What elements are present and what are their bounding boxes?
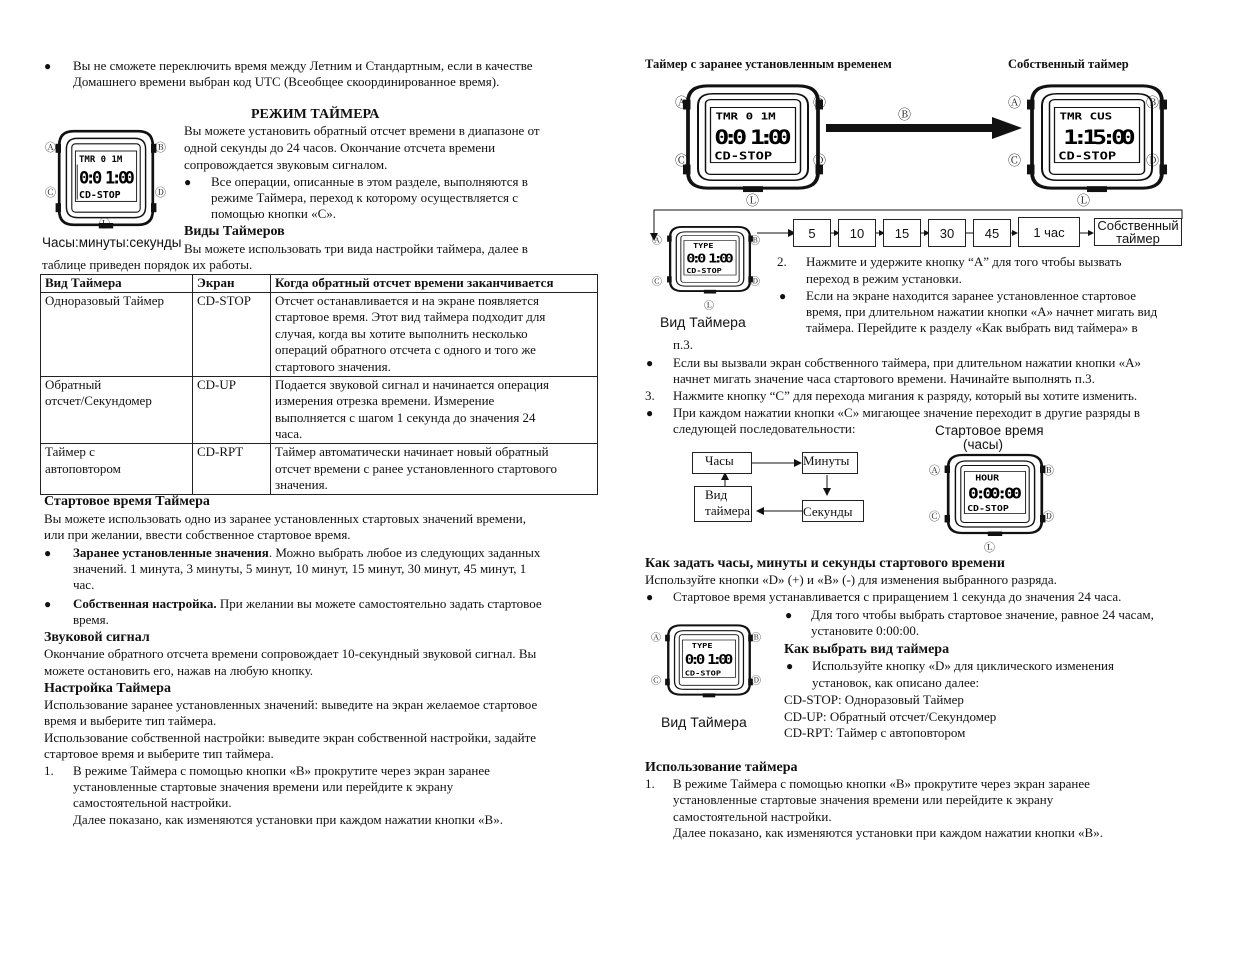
bullet-a-1: Если на экране находится заранее установленное стартовое bbox=[806, 288, 1137, 303]
table-cell: Одноразовый Таймер bbox=[41, 292, 193, 376]
watch-lcd-bottom: CD-STOP bbox=[79, 189, 121, 201]
cycle-minutes: Минуты bbox=[802, 452, 858, 474]
choose-type-caption: Вид Таймера bbox=[661, 714, 747, 730]
choose-item-3: CD-RPT: Таймер с автоповтором bbox=[784, 725, 966, 740]
button-c-label: Ⓒ bbox=[675, 153, 689, 168]
bullet-a-end: п.3. bbox=[673, 337, 693, 352]
transition-arrow bbox=[826, 116, 1022, 140]
step3-text: Нажмите кнопку “С” для перехода мигания к разряду, который вы хотите изменить. bbox=[673, 388, 1138, 403]
setup-text-1: Использование заранее установленных значений: выведите на экран желаемое стартовое bbox=[44, 697, 538, 712]
button-d-label: Ⓓ bbox=[813, 153, 827, 168]
table-cell: CD-RPT bbox=[193, 443, 271, 494]
start-time-caption-1: Стартовое время bbox=[935, 423, 1044, 438]
button-d-label: Ⓓ bbox=[750, 277, 760, 288]
table-cell: Таймер с автоповтором bbox=[41, 443, 193, 494]
button-c-label: Ⓒ bbox=[652, 277, 662, 288]
bullet-b-1: Если вы вызвали экран собственного таймера, при длительном нажатии кнопки «А» bbox=[673, 355, 1142, 370]
step1-text-1: В режиме Таймера с помощью кнопки «В» прокрутите через экран заранее bbox=[73, 763, 490, 778]
start-time-title: Стартовое время Таймера bbox=[44, 494, 210, 509]
own-line-1: Собственная настройка. При желании вы можете самостоятельно задать стартовое bbox=[73, 596, 542, 611]
button-l-label: Ⓛ bbox=[1077, 193, 1091, 208]
bullet-a-3: таймера. Перейдите к разделу «Как выбрать вид таймера» в bbox=[806, 320, 1138, 335]
svg-text:0:0 1:00: 0:0 1:00 bbox=[714, 126, 792, 150]
sequence-step: 45 bbox=[973, 219, 1011, 247]
button-d-label: Ⓓ bbox=[155, 187, 166, 199]
cycle-seconds: Секунды bbox=[802, 500, 864, 522]
sound-title: Звуковой сигнал bbox=[44, 630, 150, 645]
own-timer-label: Собственный таймер bbox=[1008, 57, 1129, 71]
preset-line-1: Заранее установленные значения. Можно выбрать любое из следующих заданных bbox=[73, 545, 541, 560]
choose-item-2: CD-UP: Обратный отсчет/Секундомер bbox=[784, 709, 997, 724]
bullet-dot: ● bbox=[646, 590, 654, 604]
step2-number: 2. bbox=[777, 254, 787, 269]
bullet-dot: ● bbox=[646, 356, 654, 370]
timer-type-watch bbox=[664, 222, 756, 296]
start-text-1: Вы можете использовать одно из заранее установленных стартовых значений времени, bbox=[44, 511, 526, 526]
types-text-1: Вы можете использовать три вида настройки таймера, далее в bbox=[184, 241, 528, 256]
bullet-c-1: При каждом нажатии кнопки «С» мигающее значение переходит в другие разряды в bbox=[673, 405, 1141, 420]
timer-types-table bbox=[40, 274, 598, 495]
button-a-label: Ⓐ bbox=[675, 95, 689, 110]
mode-text-2: одной секунды до 24 часов. Окончание отсчета времени bbox=[184, 140, 496, 155]
step3-number: 3. bbox=[645, 388, 655, 403]
svg-text:0:0 1:00: 0:0 1:00 bbox=[684, 653, 734, 668]
types-title: Виды Таймеров bbox=[184, 224, 285, 239]
timer-type-caption: Вид Таймера bbox=[660, 314, 746, 330]
button-b-label: Ⓑ bbox=[813, 95, 827, 110]
button-l-label: Ⓛ bbox=[984, 542, 995, 554]
preset-line-3: час. bbox=[73, 577, 95, 592]
choose-type-watch bbox=[662, 620, 756, 700]
bullet-dot: ● bbox=[44, 597, 52, 611]
use-text-3: самостоятельной настройки. bbox=[673, 809, 832, 824]
setup-text-2: время и выберите тип таймера. bbox=[44, 713, 217, 728]
button-c-label: Ⓒ bbox=[45, 187, 56, 199]
table-row bbox=[41, 443, 598, 494]
svg-text:HOUR: HOUR bbox=[975, 474, 1000, 484]
button-a-label: Ⓐ bbox=[1008, 95, 1022, 110]
types-text-2: таблице приведен порядок их работы. bbox=[42, 257, 253, 272]
bullet-dot: ● bbox=[184, 175, 192, 189]
choose-bullet-2: установок, как описано далее: bbox=[812, 675, 980, 690]
sequence-step: 15 bbox=[883, 219, 921, 247]
table-cell: Таймер автоматически начинает новый обратный отсчет времени с ранее установленного стартового значения. bbox=[271, 443, 598, 494]
preset-timer-watch bbox=[678, 78, 828, 196]
table-header-row bbox=[41, 275, 598, 293]
setup-text-3: Использование собственной настройки: выведите экран собственной настройки, задайте bbox=[44, 730, 537, 745]
sequence-step: 5 bbox=[793, 219, 831, 247]
table-cell: CD-STOP bbox=[193, 292, 271, 376]
mode-bullet-1: Все операции, описанные в этом разделе, выполняются в bbox=[211, 174, 528, 189]
table-row bbox=[41, 376, 598, 443]
table-cell: CD-UP bbox=[193, 376, 271, 443]
svg-text:0:0 1:00: 0:0 1:00 bbox=[686, 252, 734, 267]
preset-timer-label: Таймер с заранее установленным временем bbox=[645, 57, 892, 71]
step2-text-2: переход в режим установки. bbox=[806, 271, 962, 286]
step2-text-1: Нажмите и удержите кнопку “А” для того чтобы вызвать bbox=[806, 254, 1122, 269]
button-d-label: Ⓓ bbox=[1146, 153, 1160, 168]
svg-text:CD-STOP: CD-STOP bbox=[686, 266, 722, 275]
how-title: Как задать часы, минуты и секунды стартового времени bbox=[645, 556, 1005, 571]
start-hour-watch bbox=[941, 449, 1049, 539]
bullet-c-2: следующей последовательности: bbox=[673, 421, 856, 436]
own-timer-box: Собственный таймер bbox=[1094, 218, 1182, 246]
button-b-label: Ⓑ bbox=[1043, 465, 1054, 477]
choose-item-1: CD-STOP: Одноразовый Таймер bbox=[784, 692, 964, 707]
button-l-label: Ⓛ bbox=[99, 218, 110, 230]
svg-text:TYPE: TYPE bbox=[691, 641, 713, 650]
use-number: 1. bbox=[645, 776, 655, 791]
setup-text-4: стартовое время и выберите тип таймера. bbox=[44, 746, 274, 761]
table-cell: Подается звуковой сигнал и начинается операция измерения отрезка времени. Измерение выполняется с шагом 1 секунда до значения 24 часа. bbox=[271, 376, 598, 443]
bullet-a-2: время, при длительном нажатии кнопки «А» начнет мигать вид bbox=[806, 304, 1158, 319]
svg-text:1:15:00: 1:15:00 bbox=[1063, 126, 1136, 150]
preset-line-2: значений. 1 минута, 3 минуты, 5 минут, 10 минут, 15 минут, 30 минут, 45 минут, 1 bbox=[73, 561, 527, 576]
use-title: Использование таймера bbox=[645, 760, 798, 775]
bullet-b-2: начнет мигать значение часа стартового времени. Начинайте выполнять п.3. bbox=[673, 371, 1095, 386]
setup-title: Настройка Таймера bbox=[44, 681, 171, 696]
table-header: Вид Таймера bbox=[41, 275, 193, 293]
arrow-button-b: Ⓑ bbox=[898, 107, 912, 122]
button-a-label: Ⓐ bbox=[652, 236, 662, 247]
how-bullet: Стартовое время устанавливается с приращением 1 секунда до значения 24 часа. bbox=[673, 589, 1122, 604]
mode-text-3: сопровождается звуковым сигналом. bbox=[184, 157, 388, 172]
timer-mode-title: РЕЖИМ ТАЙМЕРА bbox=[251, 107, 380, 122]
svg-text:TYPE: TYPE bbox=[693, 241, 714, 250]
button-a-label: Ⓐ bbox=[651, 633, 661, 644]
bullet-dot: ● bbox=[785, 608, 793, 622]
svg-text:TMR 0 1M: TMR 0 1M bbox=[715, 110, 776, 122]
button-c-label: Ⓒ bbox=[1008, 153, 1022, 168]
start-text-2: или при желании, ввести собственное стартовое время. bbox=[44, 527, 351, 542]
bullet-dot: ● bbox=[646, 406, 654, 420]
choose-bullet-1: Используйте кнопку «D» для циклического изменения bbox=[812, 658, 1114, 673]
sequence-step: 30 bbox=[928, 219, 966, 247]
cycle-timer-type: Вид таймера bbox=[694, 486, 752, 522]
use-text-4: Далее показано, как изменяются установки при каждом нажатии кнопки «В». bbox=[673, 825, 1103, 840]
watch-lcd-top: TMR 0 1M bbox=[79, 154, 123, 165]
bullet-dot: ● bbox=[44, 59, 52, 73]
step1-text-4: Далее показано, как изменяются установки при каждом нажатии кнопки «В». bbox=[73, 812, 503, 827]
table-row bbox=[41, 292, 598, 376]
svg-text:CD-STOP: CD-STOP bbox=[1058, 149, 1117, 163]
button-b-label: Ⓑ bbox=[155, 142, 166, 154]
svg-text:0:00:00: 0:00:00 bbox=[968, 484, 1022, 503]
intro-bullet-line-2: Домашнего времени выбран код UTC (Всеобщее скоординированное время). bbox=[73, 74, 500, 89]
choose-title: Как выбрать вид таймера bbox=[784, 642, 950, 657]
how-text: Используйте кнопки «D» (+) и «В» (-) для изменения выбранного разряда. bbox=[645, 572, 1057, 587]
start-time-caption-2: (часы) bbox=[963, 437, 1003, 452]
svg-text:CD-STOP: CD-STOP bbox=[967, 504, 1009, 514]
table-cell: Обратный отсчет/Секундомер bbox=[41, 376, 193, 443]
button-d-label: Ⓓ bbox=[751, 676, 761, 687]
step1-number: 1. bbox=[44, 763, 54, 778]
intro-bullet-line-1: Вы не сможете переключить время между Летним и Стандартным, если в качестве bbox=[73, 58, 533, 73]
use-text-2: установленные стартовые значения времени или перейдите к экрану bbox=[673, 792, 1054, 807]
own-line-2: время. bbox=[73, 612, 109, 627]
button-l-label: Ⓛ bbox=[746, 193, 760, 208]
button-b-label: Ⓑ bbox=[1146, 95, 1160, 110]
sequence-step: 1 час bbox=[1018, 217, 1080, 247]
button-a-label: Ⓐ bbox=[929, 465, 940, 477]
table-header: Экран bbox=[193, 275, 271, 293]
watch-lcd-main: 0:0 1:00 bbox=[79, 168, 135, 189]
watch-caption: Часы:минуты:секунды bbox=[42, 235, 182, 250]
table-header: Когда обратный отсчет времени заканчивается bbox=[271, 275, 598, 293]
button-d-label: Ⓓ bbox=[1043, 511, 1054, 523]
sound-text-1: Окончание обратного отсчета времени сопровождает 10-секундный звуковой сигнал. Вы bbox=[44, 646, 537, 661]
svg-text:CD-STOP: CD-STOP bbox=[714, 149, 773, 163]
use-text-1: В режиме Таймера с помощью кнопки «В» прокрутите через экран заранее bbox=[673, 776, 1090, 791]
bullet-dot: ● bbox=[44, 546, 52, 560]
button-c-label: Ⓒ bbox=[651, 676, 661, 687]
svg-text:TMR CUS: TMR CUS bbox=[1059, 110, 1113, 122]
mode-text-1: Вы можете установить обратный отсчет времени в диапазоне от bbox=[184, 123, 540, 138]
button-l-label: Ⓛ bbox=[704, 301, 714, 312]
mode-bullet-2: режиме Таймера, переход к которому осуществляется с bbox=[211, 190, 518, 205]
button-b-label: Ⓑ bbox=[751, 633, 761, 644]
step1-text-3: самостоятельной настройки. bbox=[73, 795, 232, 810]
mode-bullet-3: помощью кнопки «С». bbox=[211, 206, 337, 221]
bullet-dot: ● bbox=[779, 289, 787, 303]
cycle-hours: Часы bbox=[692, 452, 752, 474]
how-bullet2-1: Для того чтобы выбрать стартовое значение, равное 24 часам, bbox=[811, 607, 1154, 622]
button-b-label: Ⓑ bbox=[750, 236, 760, 247]
how-bullet2-2: установите 0:00:00. bbox=[811, 623, 920, 638]
button-c-label: Ⓒ bbox=[929, 511, 940, 523]
step1-text-2: установленные стартовые значения времени или перейдите к экрану bbox=[73, 779, 454, 794]
sequence-step: 10 bbox=[838, 219, 876, 247]
svg-text:CD-STOP: CD-STOP bbox=[684, 668, 722, 678]
button-a-label: Ⓐ bbox=[45, 142, 56, 154]
bullet-dot: ● bbox=[786, 659, 794, 673]
table-cell: Отсчет останавливается и на экране появляется стартовое время. Этот вид таймера подходит для случая, когда вы хотите выполнить несколько операций обратного отсчета с одного и того же стартового значения. bbox=[271, 292, 598, 376]
sound-text-2: можете остановить его, нажав на любую кнопку. bbox=[44, 663, 314, 678]
